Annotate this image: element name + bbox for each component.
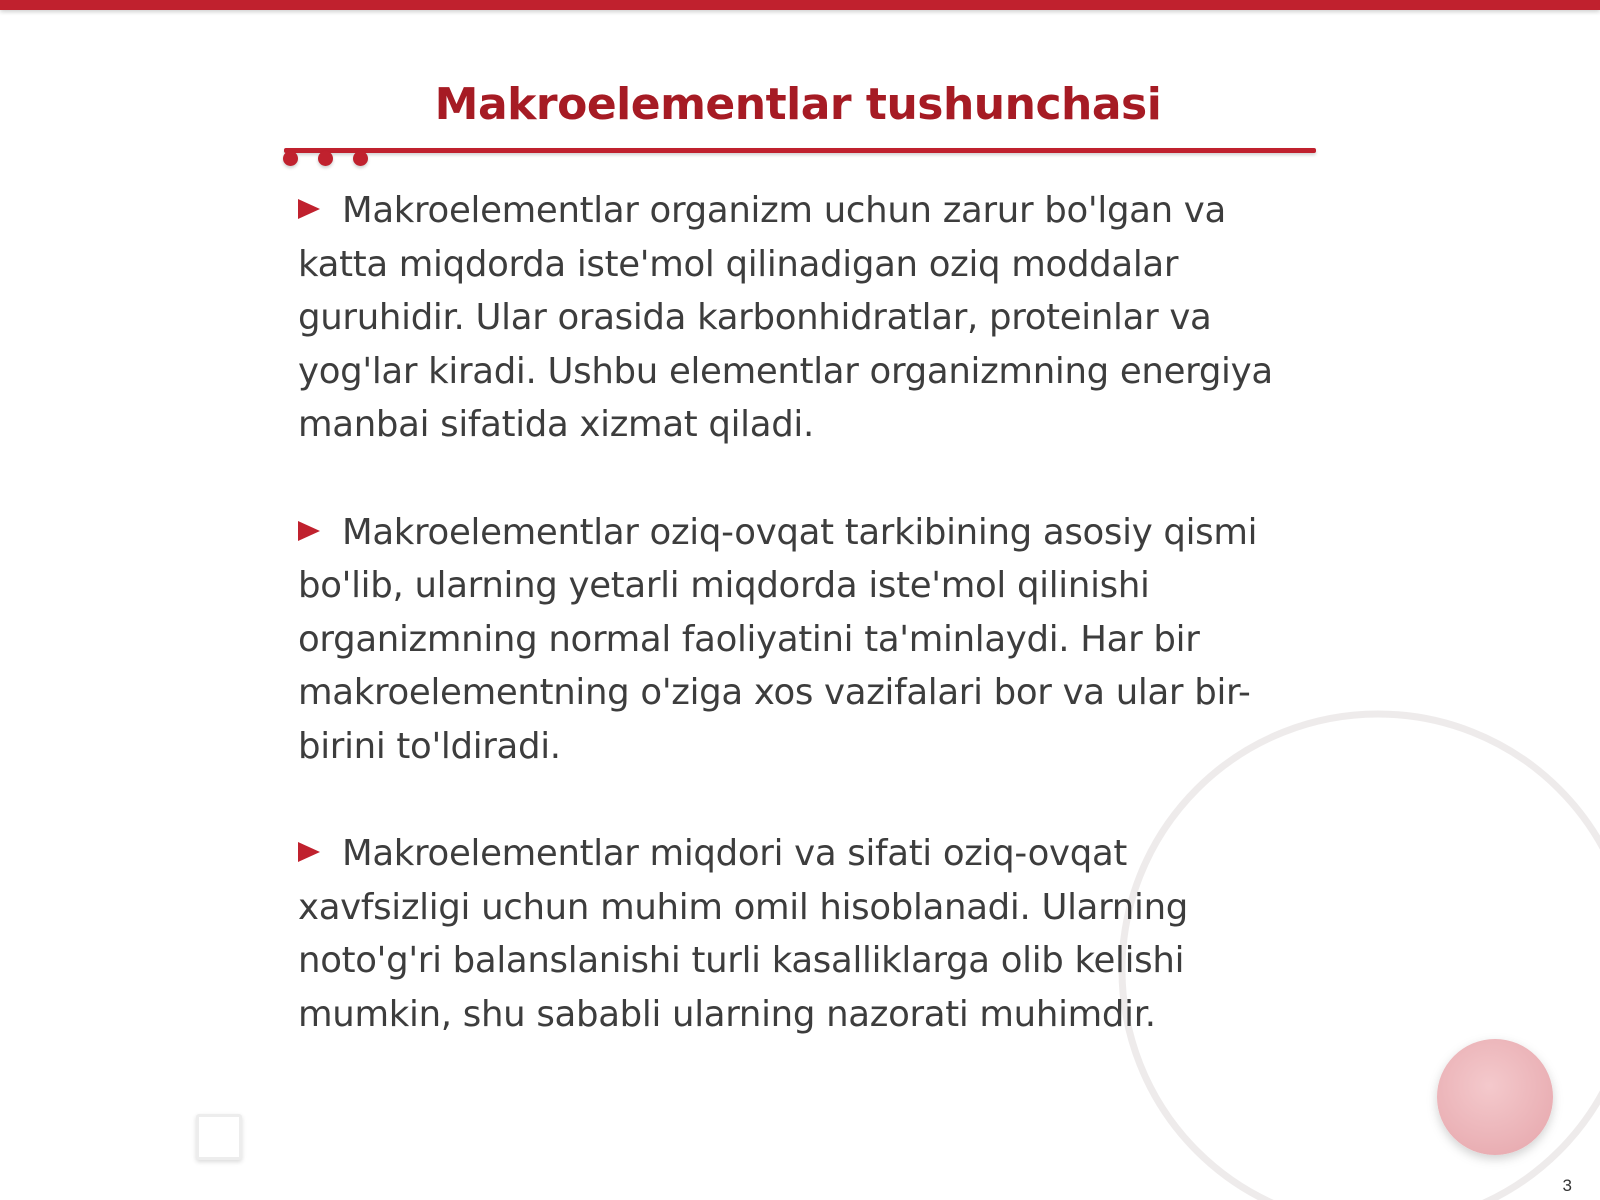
title-dots (283, 151, 383, 167)
bullet-item (298, 184, 1308, 452)
bullet-item (298, 506, 1308, 774)
slide-title: Makroelementlar tushunchasi (434, 79, 1162, 130)
pink-circle-shape (1437, 1039, 1553, 1155)
bullet-text: Makroelementlar organizm uchun zarur bo'lgan va katta miqdorda iste'mol qilinadigan oziq moddalar guruhidir. Ular orasida karbonhidratlar, proteinlar va yog'lar kiradi. Ushbu elementlar organizmning energiya manbai sifatida xizmat qiladi. (298, 190, 1273, 445)
decorative-square (196, 1114, 242, 1160)
triangle-right-icon (298, 521, 320, 541)
bullet-text: Makroelementlar oziq-ovqat tarkibining asosiy qismi bo'lib, ularning yetarli miqdorda iste'mol qilinishi organizmning normal faoliyatini ta'minlaydi. Har bir makroelementning o'ziga xos vazifalari bor va ular bir-birini to'ldiradi. (298, 511, 1258, 767)
dot-shape (283, 151, 298, 166)
page-number: 3 (1562, 1176, 1572, 1195)
top-accent-bar (0, 0, 1600, 10)
dot-shape (318, 151, 333, 166)
triangle-right-icon (298, 199, 320, 219)
triangle-right-icon (298, 842, 320, 862)
bullet-text: Makroelementlar miqdori va sifati oziq-ovqat xavfsizligi uchun muhim omil hisoblanadi. Ularning noto'g'ri balanslanishi turli kasalliklarga olib kelishi mumkin, shu sababli ularning nazorati muhimdir. (298, 833, 1189, 1035)
bullet-list (298, 184, 1308, 1041)
bullet-item (298, 827, 1308, 1041)
dot-shape (353, 151, 368, 166)
title-underline (284, 148, 1316, 153)
